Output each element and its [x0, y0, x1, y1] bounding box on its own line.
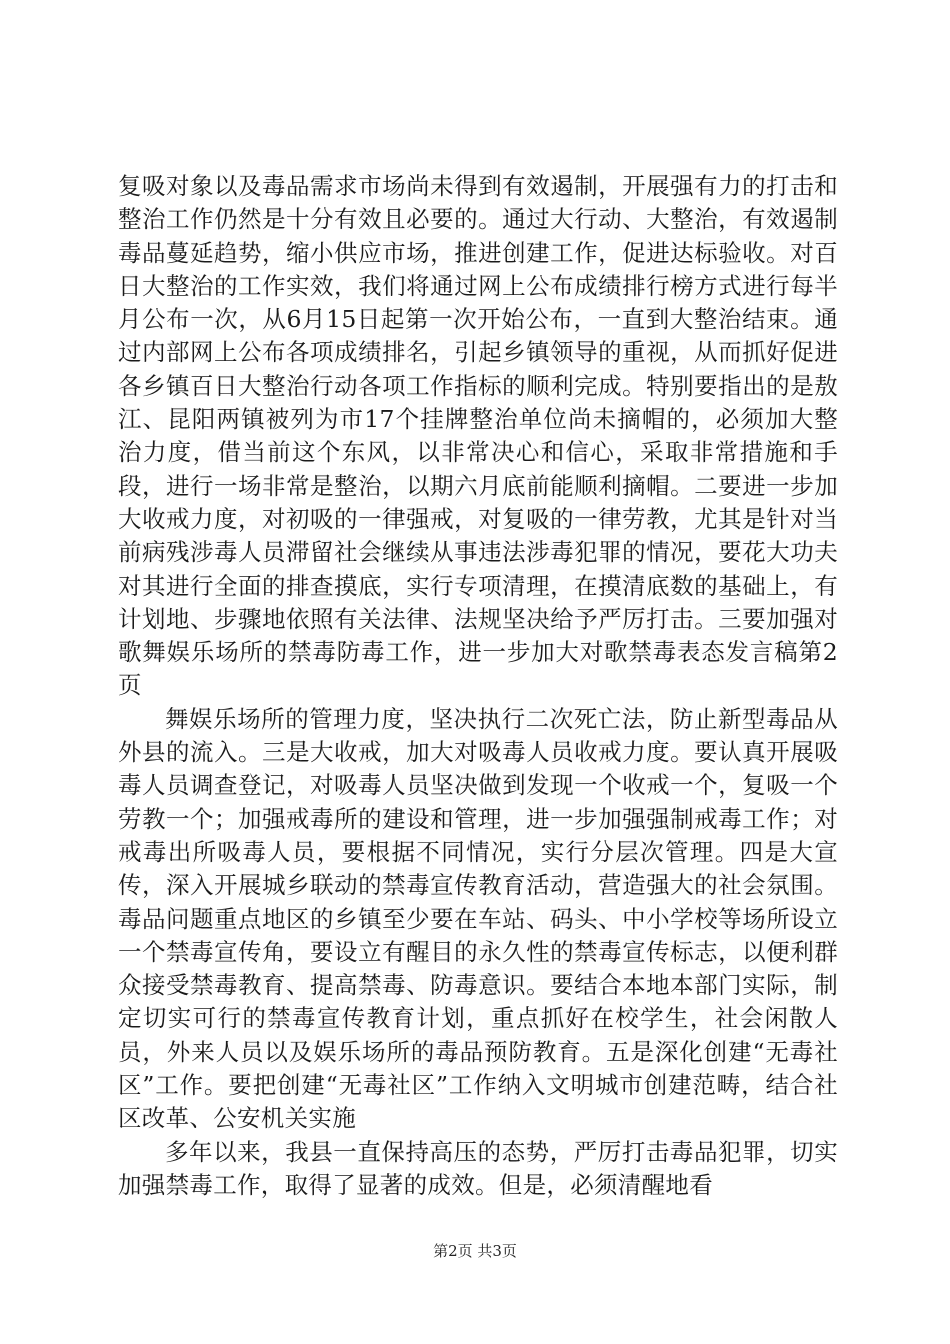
page-footer: 第2页 共3页: [433, 1242, 517, 1260]
paragraph-1: 复吸对象以及毒品需求市场尚未得到有效遏制，开展强有力的打击和整治工作仍然是十分有效且必要的。通过大行动、大整治，有效遏制毒品蔓延趋势，缩小供应市场，推进创建工作，促进达标验收。对百日大整治的工作实效，我们将通过网上公布成绩排行榜方式进行每半月公布一次，从6月15日起第一次开始公布，一直到大整治结束。通过内部网上公布各项成绩排名，引起乡镇领导的重视，从而抓好促进各乡镇百日大整治行动各项工作指标的顺利完成。特别要指出的是敖江、昆阳两镇被列为市17个挂牌整治单位尚未摘帽的，必须加大整治力度，借当前这个东风，以非常决心和信心，采取非常措施和手段，进行一场非常是整治，以期六月底前能顺利摘帽。二要进一步加大收戒力度，对初吸的一律强戒，对复吸的一律劳教，尤其是针对当前病残涉毒人员滞留社会继续从事违法涉毒犯罪的情况，要花大功夫对其进行全面的排查摸底，实行专项清理，在摸清底数的基础上，有计划地、步骤地依照有关法律、法规坚决给予严厉打击。三要加强对歌舞娱乐场所的禁毒防毒工作，进一步加大对歌禁毒表态发言稿第2页: [118, 172, 838, 700]
paragraph-3: 多年以来，我县一直保持高压的态势，严厉打击毒品犯罪，切实加强禁毒工作，取得了显著的成效。但是，必须清醒地看: [118, 1137, 838, 1199]
paragraph-2: 舞娱乐场所的管理力度，坚决执行二次死亡法，防止新型毒品从外县的流入。三是大收戒，加大对吸毒人员收戒力度。要认真开展吸毒人员调查登记，对吸毒人员坚决做到发现一个收戒一个，复吸一个劳教一个；加强戒毒所的建设和管理，进一步加强强制戒毒工作；对戒毒出所吸毒人员，要根据不同情况，实行分层次管理。四是大宣传，深入开展城乡联动的禁毒宣传教育活动，营造强大的社会氛围。毒品问题重点地区的乡镇至少要在车站、码头、中小学校等场所设立一个禁毒宣传角，要设立有醒目的永久性的禁毒宣传标志，以便利群众接受禁毒教育、提高禁毒、防毒意识。要结合本地本部门实际，制定切实可行的禁毒宣传教育计划，重点抓好在校学生，社会闲散人员，外来人员以及娱乐场所的毒品预防教育。五是深化创建“无毒社区”工作。要把创建“无毒社区”工作纳入文明城市创建范畴，结合社区改革、公安机关实施: [118, 704, 838, 1133]
document-body: [118, 170, 838, 1202]
